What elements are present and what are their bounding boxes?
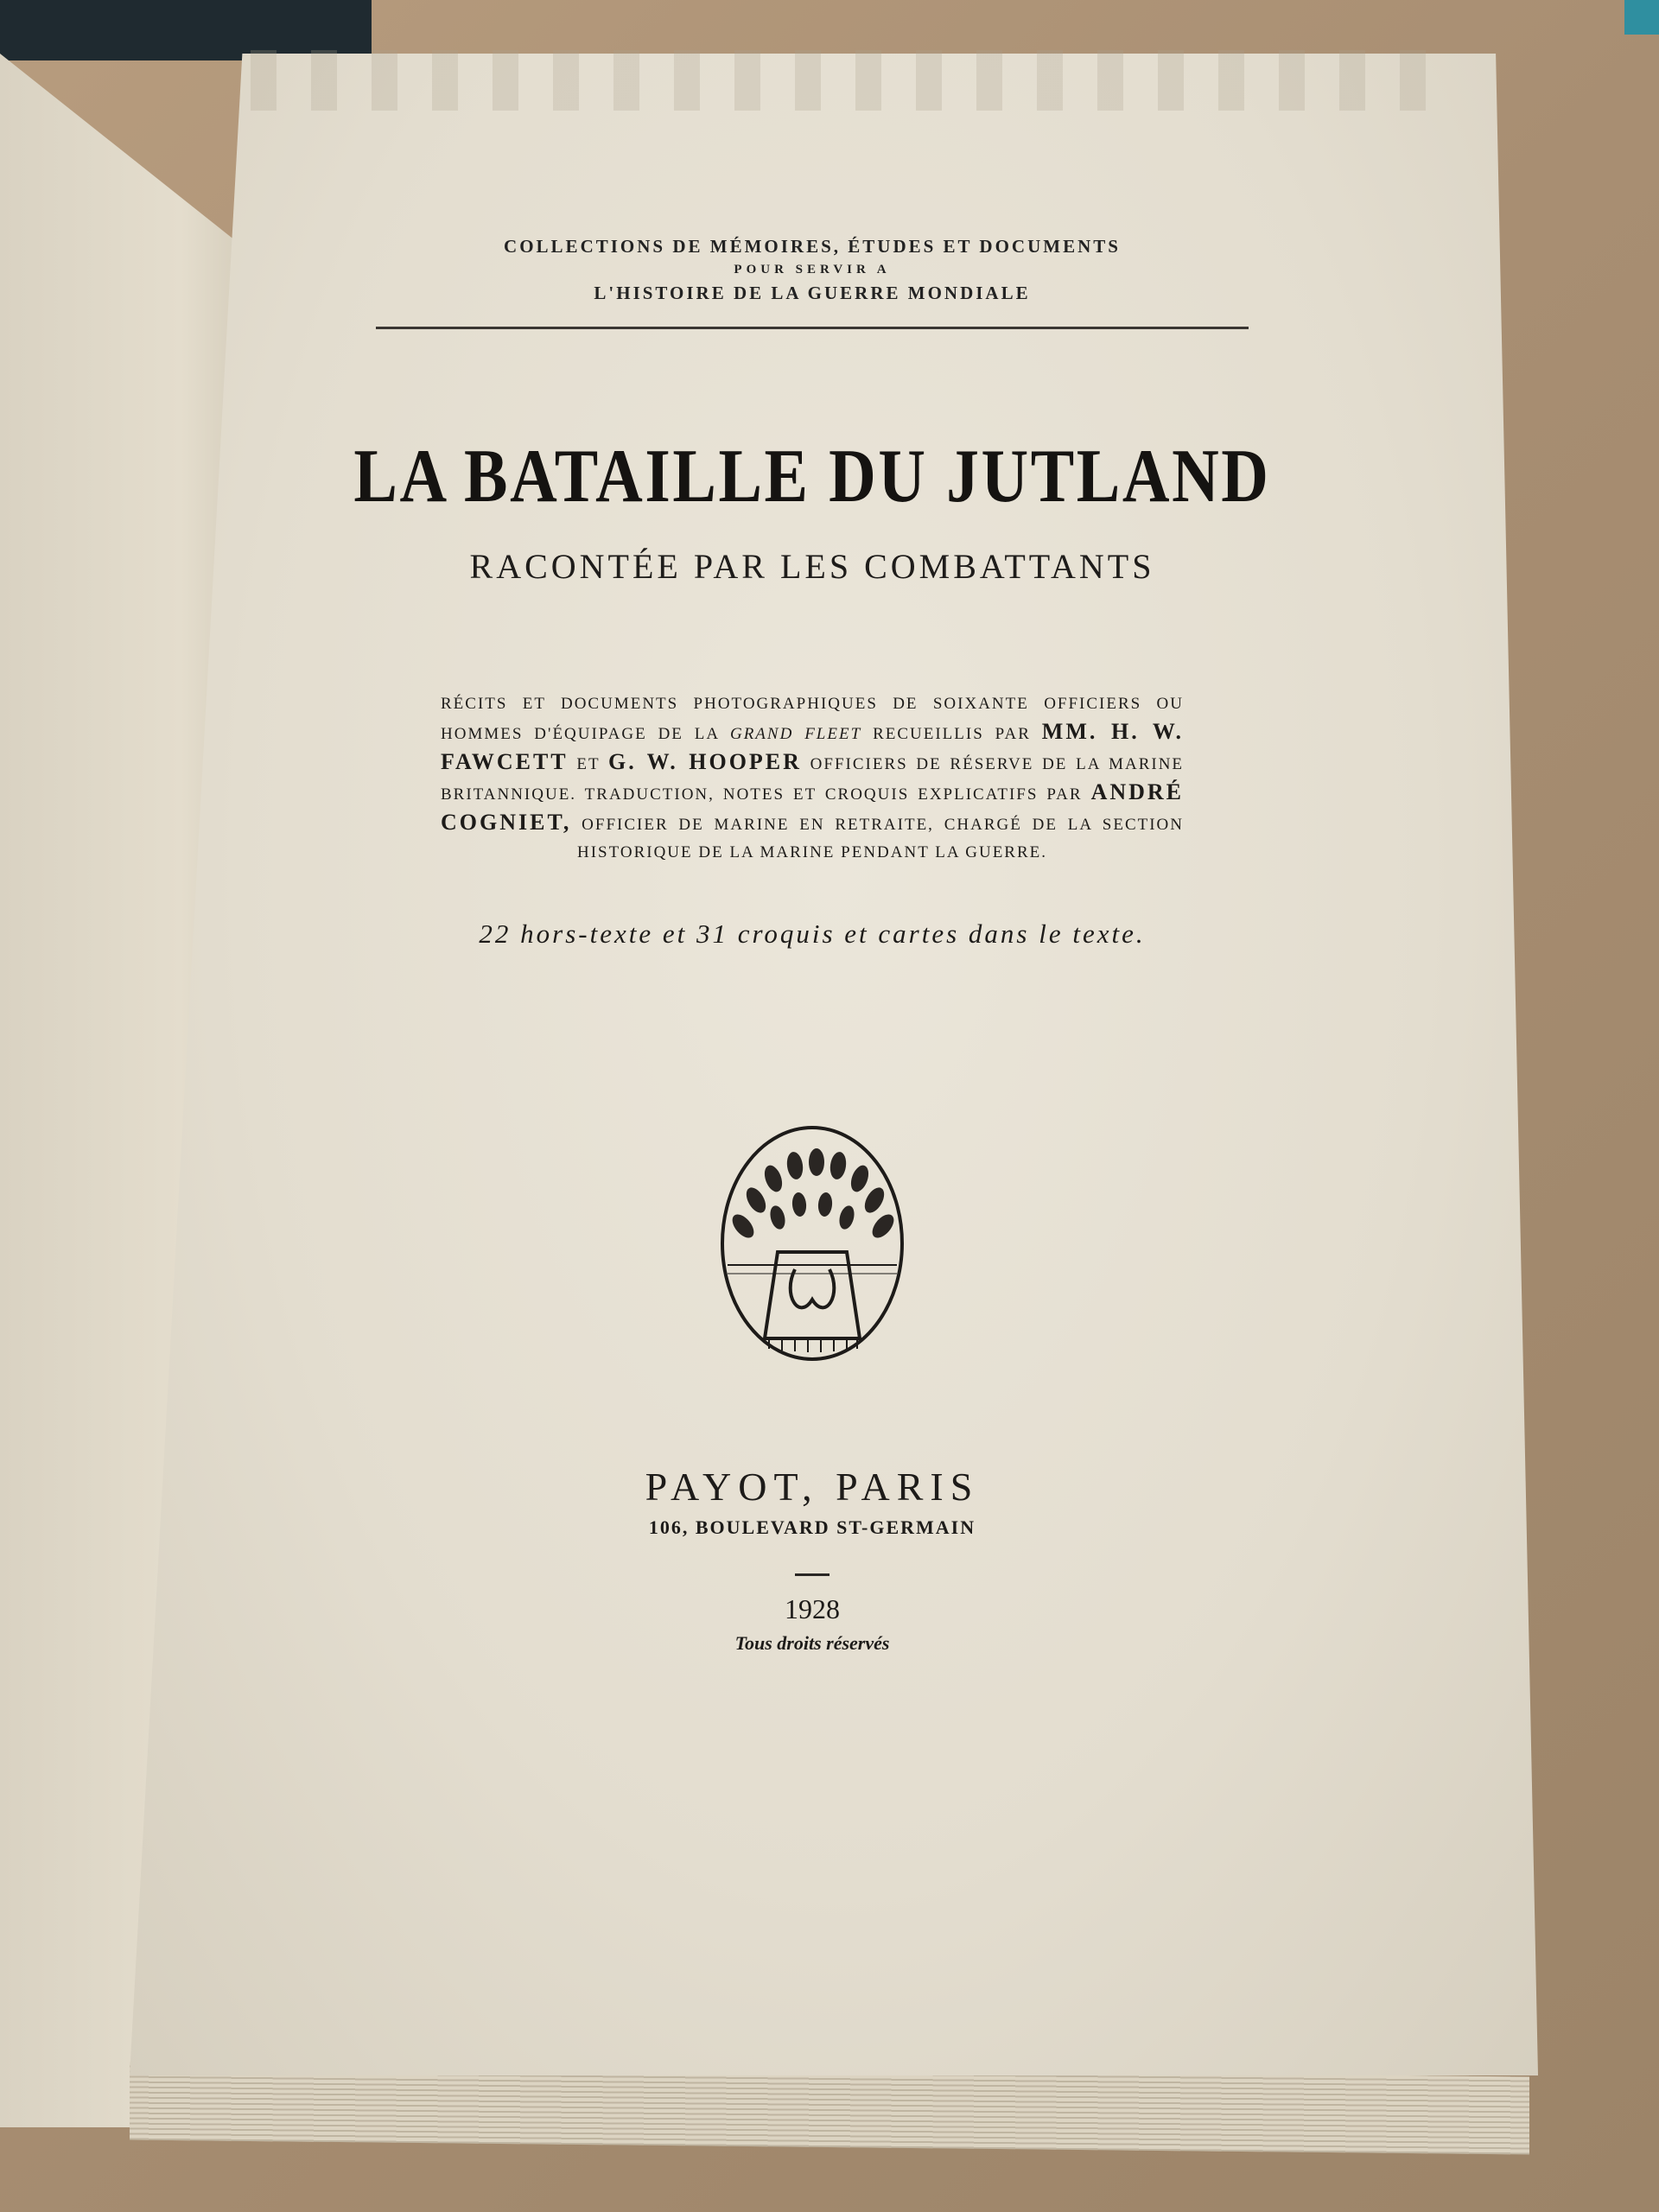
publication-year: 1928: [785, 1593, 840, 1624]
translator-name: ANDRÉ COGNIET,: [441, 779, 1185, 835]
description-text-3: OFFICIERS DE RÉSERVE DE LA MARINE BRITANNIQUE. TRADUCTION, NOTES ET CROQUIS EXPLICATIFS PAR: [441, 755, 1185, 804]
torn-page-edge: [251, 50, 1443, 111]
authors-1: MM. H. W. FAWCETT: [441, 719, 1185, 774]
authors-conjunction: ET: [576, 755, 601, 773]
divider-rule: [376, 327, 1249, 329]
grand-fleet-text: GRAND FLEET: [729, 725, 862, 743]
series-subtitle: POUR SERVIR A: [734, 263, 891, 276]
publisher-name: PAYOT, PARIS: [645, 1465, 980, 1509]
book-subtitle: RACONTÉE PAR LES COMBATTANTS: [469, 547, 1155, 586]
description-text-2: RECUEILLIS PAR: [873, 725, 1031, 743]
title-page-content: [259, 233, 1365, 1655]
wheat-sheaf-emblem-icon: [717, 1122, 907, 1364]
rights-notice: Tous droits réservés: [734, 1632, 890, 1654]
description-text-1: RÉCITS ET DOCUMENTS PHOTOGRAPHIQUES DE SOIXANTE OFFICIERS OU HOMMES D'ÉQUIPAGE DE LA: [441, 695, 1184, 743]
series-title: COLLECTIONS DE MÉMOIRES, ÉTUDES ET DOCUMENTS: [504, 236, 1121, 257]
page-edges: [130, 2063, 1529, 2155]
authors-2: G. W. HOOPER: [607, 749, 802, 774]
desk-object: [1624, 0, 1659, 35]
description-text-4: OFFICIER DE MARINE EN RETRAITE, CHARGÉ DE LA SECTION HISTORIQUE DE LA MARINE PENDANT LA GUERRE.: [576, 816, 1185, 861]
description-block: [441, 690, 1184, 867]
publisher-address: 106, BOULEVARD ST-GERMAIN: [648, 1516, 976, 1538]
short-divider: [795, 1573, 830, 1576]
series-title-2: L'HISTOIRE DE LA GUERRE MONDIALE: [594, 283, 1031, 303]
illustrations-note: 22 hors-texte et 31 croquis et cartes dans le texte.: [479, 918, 1146, 949]
book-title: LA BATAILLE DU JUTLAND: [353, 435, 1271, 518]
